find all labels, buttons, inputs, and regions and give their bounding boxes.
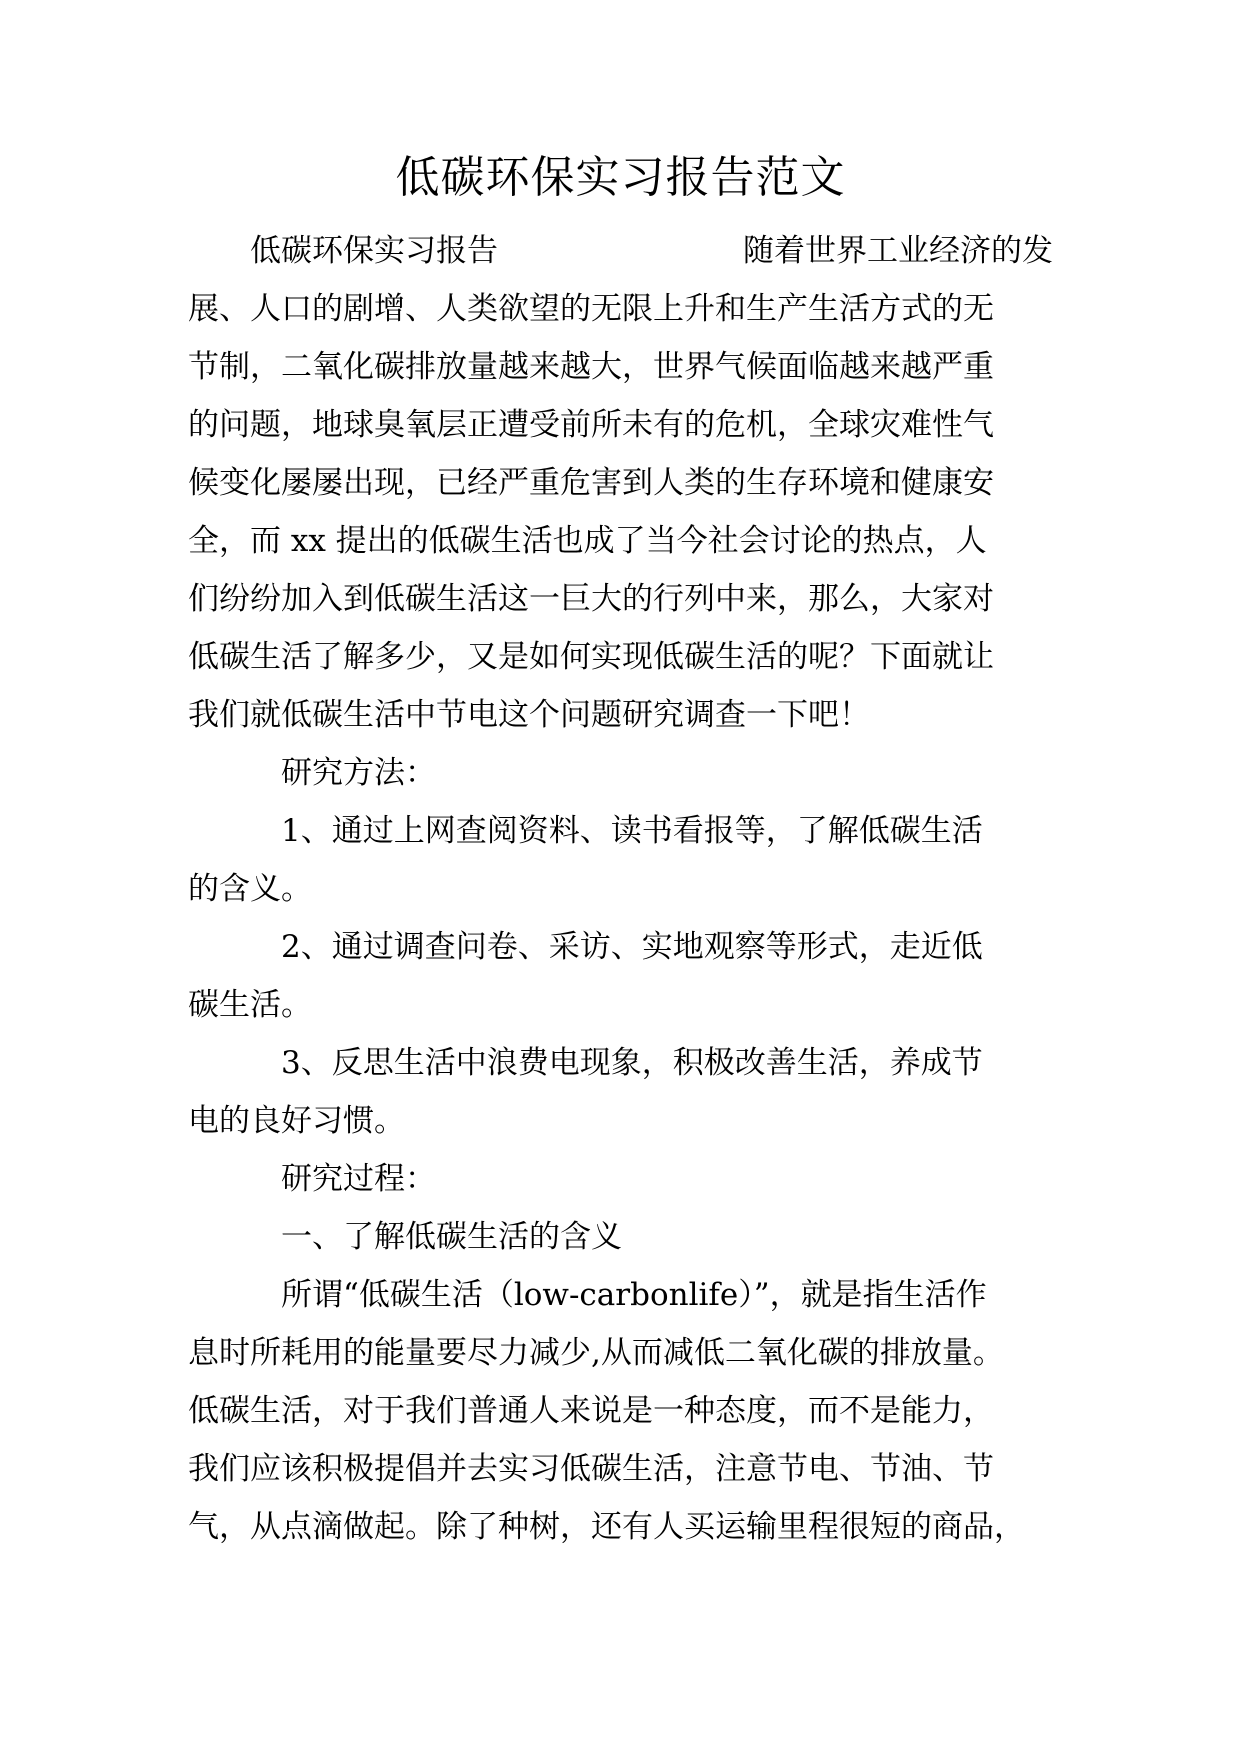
intro-heading: 低碳环保实习报告 bbox=[250, 233, 498, 269]
intro-text-line: 低碳生活了解多少，又是如何实现低碳生活的呢？下面就让 bbox=[188, 639, 994, 675]
method-heading: 研究方法： bbox=[281, 755, 436, 791]
intro-text-line: 候变化屡屡出现，已经严重危害到人类的生存环境和健康安 bbox=[188, 465, 994, 501]
intro-line bbox=[188, 222, 1053, 280]
document-title: 低碳环保实习报告范文 bbox=[395, 152, 846, 203]
method-item-2-cont: 碳生活。 bbox=[188, 987, 312, 1023]
intro-text-line: 展、人口的剧增、人类欲望的无限上升和生产生活方式的无 bbox=[188, 291, 994, 327]
section-heading: 一、了解低碳生活的含义 bbox=[281, 1219, 622, 1255]
intro-text-line: 的问题，地球臭氧层正遭受前所未有的危机，全球灾难性气 bbox=[188, 407, 994, 443]
paragraph-line: 所谓“低碳生活（low-carbonlife）”，就是指生活作 bbox=[281, 1277, 987, 1313]
intro-text-line: 节制，二氧化碳排放量越来越大，世界气候面临越来越严重 bbox=[188, 349, 994, 385]
method-item-3: 3、反思生活中浪费电现象，积极改善生活，养成节 bbox=[281, 1045, 983, 1081]
method-item-2: 2、通过调查问卷、采访、实地观察等形式，走近低 bbox=[281, 929, 983, 965]
intro-lead: 随着世界工业经济的发 bbox=[743, 233, 1053, 269]
intro-text-line: 们纷纷加入到低碳生活这一巨大的行列中来，那么，大家对 bbox=[188, 581, 994, 617]
paragraph-line: 息时所耗用的能量要尽力减少,从而减低二氧化碳的排放量。 bbox=[188, 1335, 1004, 1371]
method-item-1: 1、通过上网查阅资料、读书看报等，了解低碳生活 bbox=[281, 813, 983, 849]
process-heading: 研究过程： bbox=[281, 1161, 436, 1197]
method-item-3-cont: 电的良好习惯。 bbox=[188, 1103, 405, 1139]
paragraph-line: 低碳生活，对于我们普通人来说是一种态度，而不是能力， bbox=[188, 1393, 994, 1429]
paragraph-line: 我们应该积极提倡并去实习低碳生活，注意节电、节油、节 bbox=[188, 1451, 994, 1487]
intro-text-line: 全，而 xx 提出的低碳生活也成了当今社会讨论的热点，人 bbox=[188, 523, 987, 559]
method-item-1-cont: 的含义。 bbox=[188, 871, 312, 907]
paragraph-line: 气，从点滴做起。除了种树，还有人买运输里程很短的商品， bbox=[188, 1509, 1025, 1545]
intro-text-line: 我们就低碳生活中节电这个问题研究调查一下吧！ bbox=[188, 697, 870, 733]
document-body bbox=[188, 222, 1053, 1556]
